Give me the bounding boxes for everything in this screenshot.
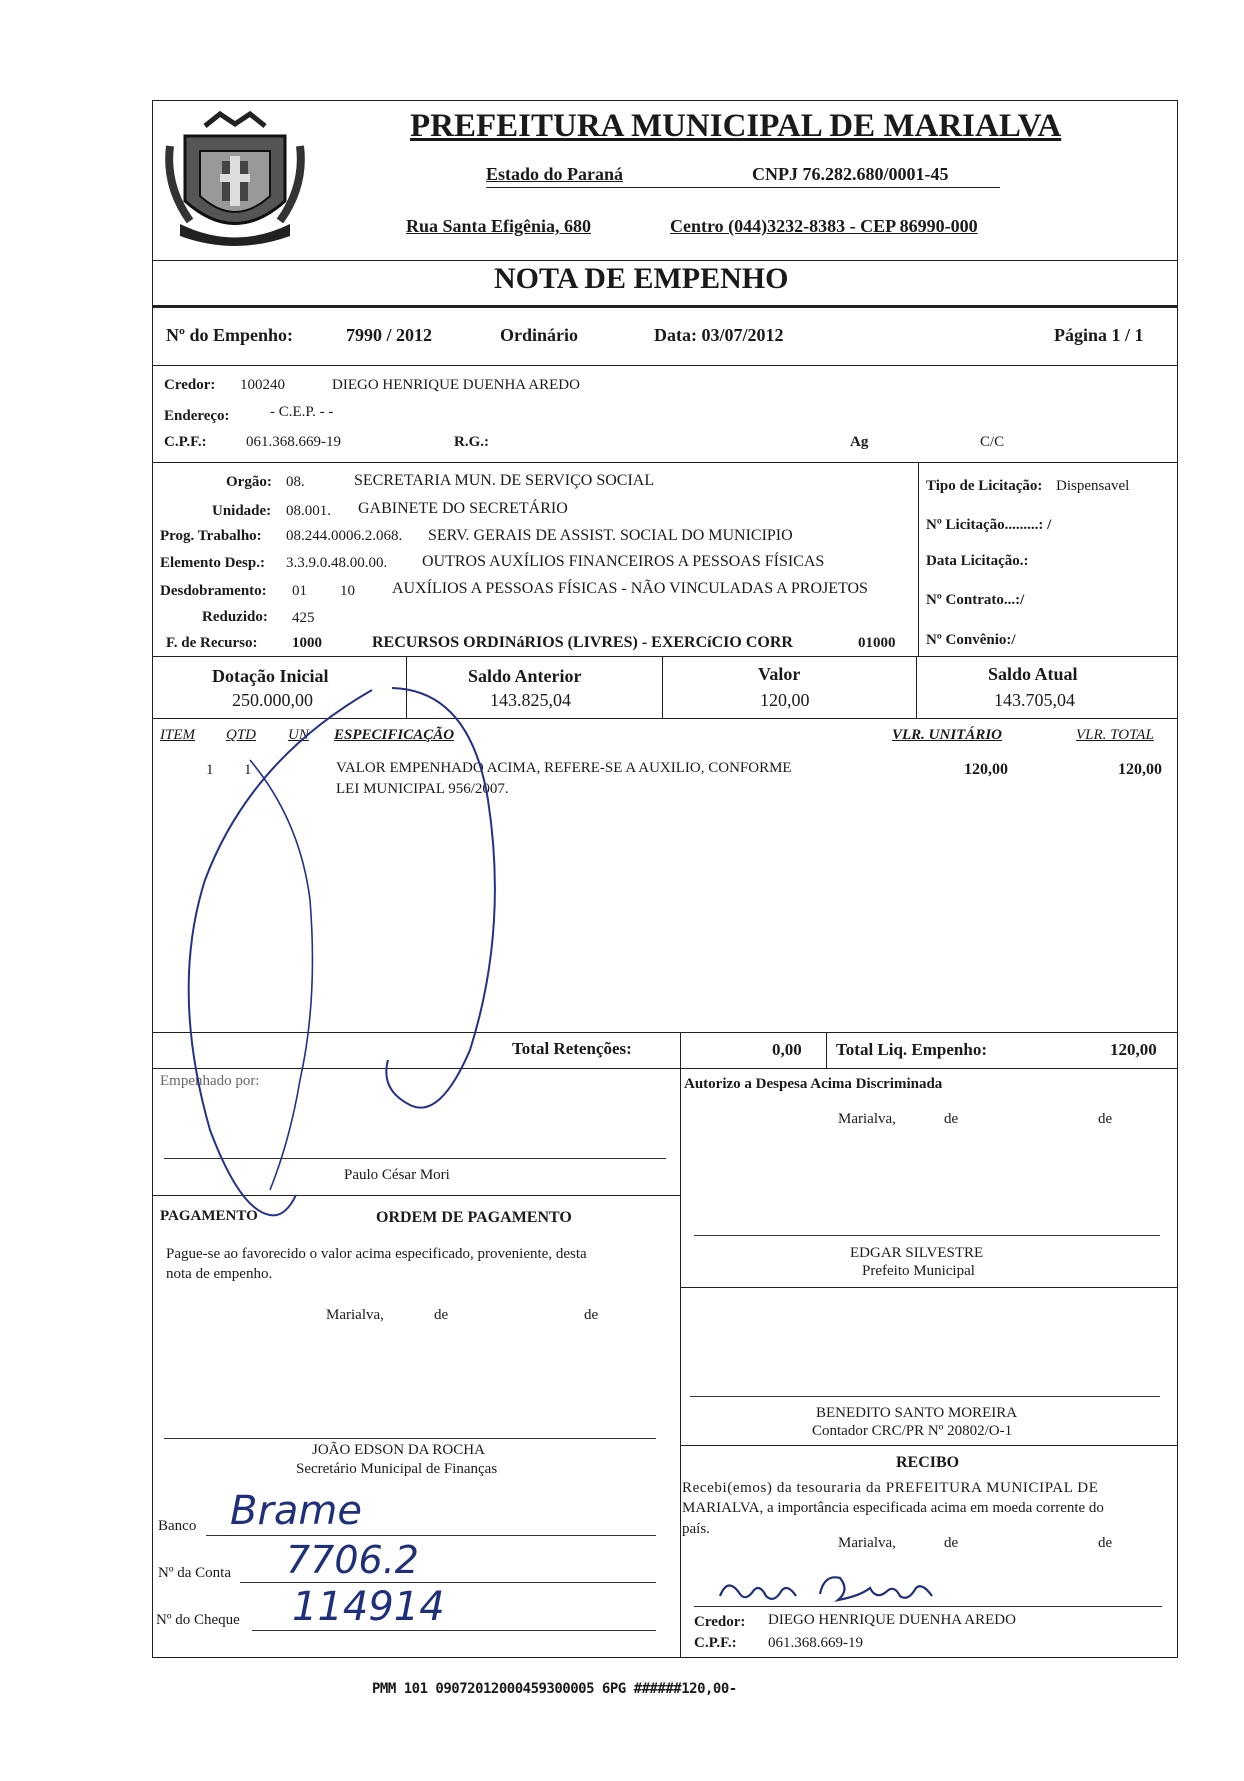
- unidade-value: GABINETE DO SECRETÁRIO: [358, 500, 568, 517]
- cheque-line: [252, 1630, 656, 1631]
- state-underline: [486, 187, 1000, 188]
- reduzido-value: 425: [292, 610, 315, 626]
- empenho-divider: [152, 365, 1178, 366]
- banco-label: Banco: [158, 1518, 197, 1534]
- ordem-pagamento-title: ORDEM DE PAGAMENTO: [376, 1209, 572, 1226]
- conta-handwritten: 7706.2: [286, 1538, 419, 1582]
- elemento-label: Elemento Desp.:: [160, 555, 265, 571]
- address-contact: Centro (044)3232-8383 - CEP 86990-000: [670, 216, 978, 236]
- contador-role: Contador CRC/PR Nº 20802/O-1: [812, 1423, 1013, 1439]
- autorizo-de1: de: [944, 1111, 959, 1127]
- secretario-signature-line: [164, 1438, 656, 1439]
- retencoes-value: 0,00: [772, 1040, 802, 1059]
- conta-label: Nº da Conta: [158, 1565, 231, 1581]
- valores-div-1: [406, 656, 407, 718]
- recurso-label: F. de Recurso:: [166, 635, 258, 651]
- endereco-label: Endereço:: [164, 408, 230, 424]
- cpf-value: 061.368.669-19: [246, 434, 341, 450]
- address: Rua Santa Efigênia, 680: [406, 216, 592, 236]
- totals-top: [152, 1032, 1178, 1033]
- col-vlr-unitario: VLR. UNITÁRIO: [892, 727, 1003, 743]
- prefeito-divider: [680, 1287, 1178, 1288]
- totals-div-1: [680, 1032, 681, 1068]
- pagamento-de2: de: [584, 1307, 599, 1323]
- recurso-code2: 01000: [858, 635, 896, 651]
- prefeito-signature-line: [694, 1235, 1160, 1236]
- prog-value: SERV. GERAIS DE ASSIST. SOCIAL DO MUNICIPIO: [428, 527, 793, 544]
- page-number: Página 1 / 1: [1054, 325, 1144, 345]
- credor-label: Credor:: [164, 377, 216, 393]
- item-spec-line1: VALOR EMPENHADO ACIMA, REFERE-SE A AUXILIO, CONFORME: [336, 760, 792, 776]
- orgao-value: SECRETARIA MUN. DE SERVIÇO SOCIAL: [354, 472, 655, 489]
- empenho-type: Ordinário: [500, 325, 579, 345]
- autorizo-label: Autorizo a Despesa Acima Discriminada: [684, 1076, 943, 1092]
- item-qtd: 1: [244, 762, 252, 778]
- secretario-role: Secretário Municipal de Finanças: [296, 1461, 498, 1477]
- empenho-label: Nº do Empenho:: [166, 325, 293, 345]
- licitacao-numero: Nº Licitação.........: /: [926, 517, 1052, 533]
- recibo-text-line1: Recebi(emos) da tesouraria da PREFEITURA MUNICIPAL DE: [682, 1480, 1099, 1496]
- pagamento-place: Marialva,: [326, 1307, 384, 1323]
- cnpj: CNPJ 76.282.680/0001-45: [752, 164, 949, 184]
- valor-value: 120,00: [760, 690, 810, 710]
- classificacao-divider: [152, 656, 1178, 657]
- banco-handwritten: Brame: [230, 1488, 362, 1534]
- autorizo-de2: de: [1098, 1111, 1113, 1127]
- empenhado-signature-line: [164, 1158, 666, 1159]
- prefeito-role: Prefeito Municipal: [862, 1263, 975, 1279]
- liquido-label: Total Liq. Empenho:: [836, 1040, 987, 1059]
- document-title: NOTA DE EMPENHO: [494, 262, 789, 295]
- cheque-label: Nº do Cheque: [156, 1612, 240, 1628]
- valores-divider: [152, 718, 1178, 719]
- recurso-code: 1000: [292, 635, 322, 651]
- title-divider: [152, 305, 1178, 308]
- pagamento-label: PAGAMENTO: [160, 1208, 258, 1224]
- elemento-code: 3.3.9.0.48.00.00.: [286, 555, 388, 571]
- col-qtd: QTD: [226, 727, 257, 743]
- banco-line: [206, 1535, 656, 1536]
- col-vlr-total: VLR. TOTAL: [1076, 727, 1154, 743]
- contador-signature-line: [690, 1396, 1160, 1397]
- autorizo-place: Marialva,: [838, 1111, 896, 1127]
- saldo-atual-value: 143.705,04: [994, 690, 1075, 710]
- orgao-label: Orgão:: [226, 474, 272, 490]
- ag-label: Ag: [850, 434, 869, 450]
- item-unit-value: 120,00: [964, 761, 1008, 778]
- credor-signature: [700, 1566, 980, 1610]
- valores-div-3: [916, 656, 917, 718]
- recibo-text-line2: MARIALVA, a importância especificada acima em moeda corrente do: [682, 1500, 1104, 1516]
- empenhado-label: Empenhado por:: [160, 1073, 260, 1089]
- reduzido-label: Reduzido:: [202, 609, 268, 625]
- desdobramento-code2: 10: [340, 583, 355, 599]
- prefeito-name: EDGAR SILVESTRE: [850, 1245, 984, 1261]
- recibo-credor-name: DIEGO HENRIQUE DUENHA AREDO: [768, 1612, 1016, 1628]
- recibo-place: Marialva,: [838, 1535, 896, 1551]
- recibo-cpf-label: C.P.F.:: [694, 1635, 737, 1651]
- item-number: 1: [206, 762, 214, 778]
- rg-label: R.G.:: [454, 434, 489, 450]
- empenhado-name: Paulo César Mori: [344, 1167, 450, 1183]
- lower-divider: [680, 1068, 681, 1658]
- recibo-signature-line: [694, 1606, 1162, 1607]
- credor-divider: [152, 462, 1178, 463]
- valor-label: Valor: [758, 664, 801, 684]
- cc-label: C/C: [980, 434, 1005, 450]
- licitacao-divider: [918, 462, 919, 656]
- orgao-code: 08.: [286, 474, 305, 490]
- dotacao-label: Dotação Inicial: [212, 666, 329, 686]
- endereco-value: - C.E.P. - -: [270, 404, 334, 420]
- municipality-title: PREFEITURA MUNICIPAL DE MARIALVA: [410, 108, 1062, 144]
- recibo-credor-label: Credor:: [694, 1614, 746, 1630]
- pagamento-de1: de: [434, 1307, 449, 1323]
- licitacao-data: Data Licitação.:: [926, 553, 1029, 569]
- cpf-label: C.P.F.:: [164, 434, 207, 450]
- licitacao-convenio: Nº Convênio:/: [926, 632, 1016, 648]
- empenhado-divider: [152, 1195, 680, 1196]
- pagamento-text-line2: nota de empenho.: [166, 1266, 273, 1282]
- recibo-cpf: 061.368.669-19: [768, 1635, 863, 1651]
- dotacao-value: 250.000,00: [232, 690, 313, 710]
- saldo-atual-label: Saldo Atual: [988, 664, 1078, 684]
- cheque-handwritten: 114914: [292, 1584, 445, 1630]
- contador-name: BENEDITO SANTO MOREIRA: [816, 1405, 1018, 1421]
- desdobramento-code1: 01: [292, 583, 307, 599]
- saldo-anterior-value: 143.825,04: [490, 690, 571, 710]
- retencoes-label: Total Retenções:: [512, 1039, 632, 1058]
- recurso-value: RECURSOS ORDINáRIOS (LIVRES) - EXERCíCIO CORR: [372, 634, 793, 651]
- elemento-value: OUTROS AUXÍLIOS FINANCEIROS A PESSOAS FÍSICAS: [422, 553, 825, 570]
- licitacao-contrato: Nº Contrato...:/: [926, 592, 1025, 608]
- item-spec-line2: LEI MUNICIPAL 956/2007.: [336, 781, 509, 797]
- licitacao-tipo-value: Dispensavel: [1056, 478, 1130, 494]
- totals-div-2: [826, 1032, 827, 1068]
- recibo-text-line3: país.: [682, 1521, 710, 1537]
- conta-line: [240, 1582, 656, 1583]
- credor-name: DIEGO HENRIQUE DUENHA AREDO: [332, 377, 580, 393]
- desdobramento-value: AUXÍLIOS A PESSOAS FÍSICAS - NÃO VINCULADAS A PROJETOS: [392, 580, 868, 597]
- recibo-de2: de: [1098, 1535, 1113, 1551]
- unidade-label: Unidade:: [212, 503, 272, 519]
- header-divider: [152, 260, 1178, 261]
- totals-bottom: [152, 1068, 1178, 1069]
- liquido-value: 120,00: [1110, 1040, 1157, 1059]
- col-un: UN: [288, 727, 309, 743]
- footer-code: PMM 101 09072012000459300005 6PG ######120,00-: [372, 1681, 737, 1697]
- contador-divider: [680, 1445, 1178, 1446]
- recibo-de1: de: [944, 1535, 959, 1551]
- saldo-anterior-label: Saldo Anterior: [468, 666, 582, 686]
- desdobramento-label: Desdobramento:: [160, 583, 267, 599]
- prog-code: 08.244.0006.2.068.: [286, 528, 403, 544]
- empenho-date: Data: 03/07/2012: [654, 325, 784, 345]
- empenho-number: 7990 / 2012: [346, 325, 433, 345]
- unidade-code: 08.001.: [286, 503, 331, 519]
- coat-of-arms-logo: [160, 106, 310, 256]
- recibo-title: RECIBO: [896, 1454, 960, 1471]
- licitacao-tipo-label: Tipo de Licitação:: [926, 478, 1043, 494]
- item-total-value: 120,00: [1118, 761, 1162, 778]
- credor-code: 100240: [240, 377, 285, 393]
- col-especificacao: ESPECIFICAÇÃO: [334, 727, 455, 743]
- col-item: ITEM: [160, 727, 195, 743]
- prog-label: Prog. Trabalho:: [160, 528, 262, 544]
- state-name: Estado do Paraná: [486, 164, 624, 184]
- pagamento-text-line1: Pague-se ao favorecido o valor acima especificado, proveniente, desta: [166, 1246, 587, 1262]
- valores-div-2: [662, 656, 663, 718]
- secretario-name: JOÃO EDSON DA ROCHA: [312, 1442, 485, 1458]
